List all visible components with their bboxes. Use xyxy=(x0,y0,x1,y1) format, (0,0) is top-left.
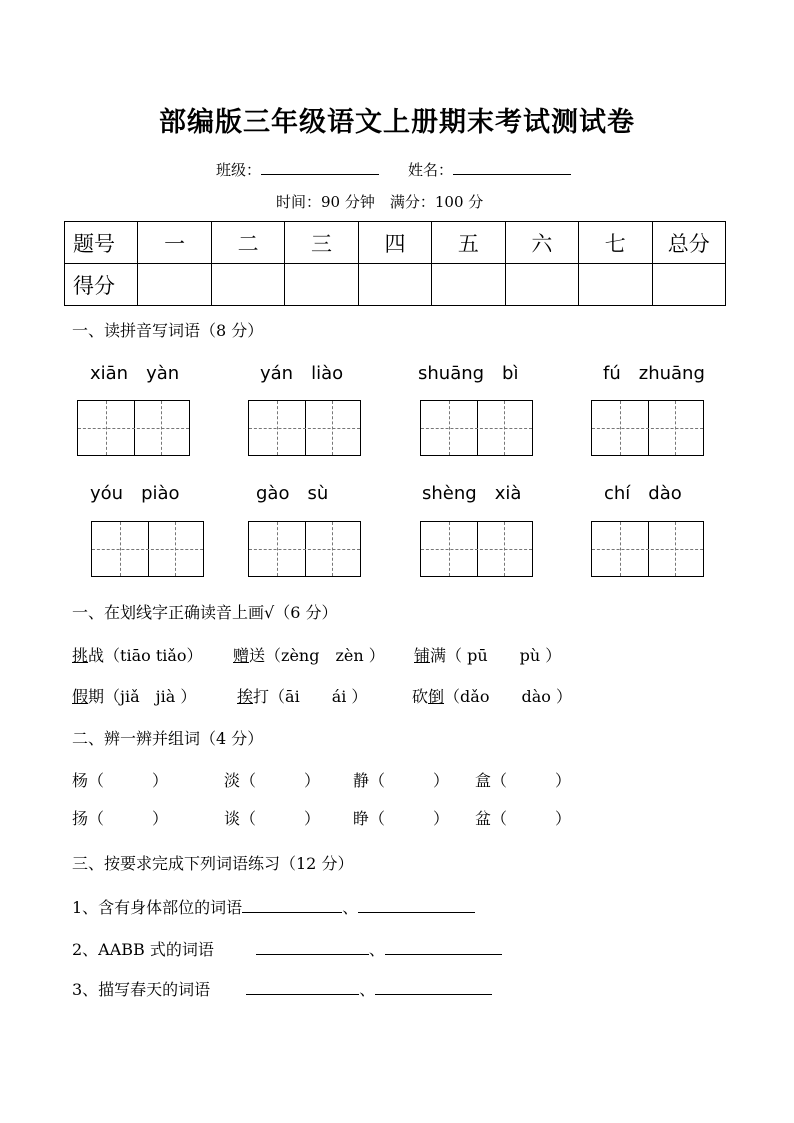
writing-grid[interactable] xyxy=(248,400,361,456)
pinyin-options: （zèng zèn ） xyxy=(265,646,385,665)
word-blank[interactable]: 谈（ ） xyxy=(224,809,321,828)
score-header-cell: 四 xyxy=(358,222,431,264)
underlined-char: 假 xyxy=(72,687,89,706)
score-table-header-row xyxy=(65,222,726,264)
word-char: 打 xyxy=(253,687,270,706)
pinyin-options: （tiāo tiǎo） xyxy=(104,646,203,665)
pinyin-options: （āi ái ） xyxy=(269,687,368,706)
score-cell[interactable] xyxy=(211,264,284,306)
writing-grid[interactable] xyxy=(420,521,533,577)
answer-blank[interactable] xyxy=(385,940,502,955)
pinyin-label: fú zhuāng xyxy=(603,363,705,384)
score-header-cell: 题号 xyxy=(65,222,138,264)
pronunciation-item[interactable] xyxy=(72,643,203,666)
writing-grid[interactable] xyxy=(420,400,533,456)
score-cell[interactable] xyxy=(285,264,358,306)
name-field xyxy=(408,159,571,180)
score-cell[interactable] xyxy=(652,264,726,306)
pinyin-label: chí dào xyxy=(604,483,682,504)
score-header-cell: 三 xyxy=(285,222,358,264)
score-table-score-row xyxy=(65,264,726,306)
answer-blank[interactable] xyxy=(358,898,475,913)
word-char: 送 xyxy=(249,646,266,665)
word-blank[interactable]: 盒（ ） xyxy=(475,771,572,790)
underlined-char: 倒 xyxy=(428,687,445,706)
pinyin-label: shuāng bì xyxy=(418,363,519,384)
pinyin-label: yán liào xyxy=(260,363,344,384)
score-header-cell: 七 xyxy=(579,222,652,264)
pronunciation-item[interactable] xyxy=(233,643,385,666)
section4-heading: 三、按要求完成下列词语练习（12 分） xyxy=(72,854,354,873)
pinyin-options: （ pū pù ） xyxy=(446,646,562,665)
score-header-cell: 五 xyxy=(432,222,505,264)
score-cell[interactable] xyxy=(505,264,578,306)
score-table xyxy=(64,221,726,306)
word-blank[interactable]: 睁（ ） xyxy=(353,809,450,828)
time-info: 时间：90 分钟 满分：100 分 xyxy=(276,193,484,211)
class-blank[interactable] xyxy=(261,160,379,175)
separator: 、 xyxy=(359,980,376,999)
exercise-item xyxy=(72,895,475,918)
separator: 、 xyxy=(342,898,359,917)
word-char: 期 xyxy=(88,687,105,706)
score-header-cell: 总分 xyxy=(652,222,726,264)
answer-blank[interactable] xyxy=(242,898,342,913)
exercise-label: 2、AABB 式的词语 xyxy=(72,940,214,959)
score-cell[interactable] xyxy=(432,264,505,306)
score-header-cell: 二 xyxy=(211,222,284,264)
pronunciation-item[interactable] xyxy=(237,684,367,707)
pinyin-label: shèng xià xyxy=(422,483,522,504)
writing-grid[interactable] xyxy=(591,400,704,456)
underlined-char: 铺 xyxy=(414,646,431,665)
class-field xyxy=(216,159,379,180)
answer-blank[interactable] xyxy=(256,940,369,955)
section3-heading: 二、辨一辨并组词（4 分） xyxy=(72,729,264,748)
word-char: 战 xyxy=(88,646,105,665)
answer-blank[interactable] xyxy=(246,980,359,995)
word-char: 满 xyxy=(430,646,447,665)
pronunciation-item[interactable] xyxy=(412,684,572,707)
pinyin-options: （dǎo dào ） xyxy=(444,687,572,706)
name-label: 姓名： xyxy=(408,161,454,179)
answer-blank[interactable] xyxy=(375,980,492,995)
word-blank[interactable]: 静（ ） xyxy=(353,771,450,790)
writing-grid[interactable] xyxy=(248,521,361,577)
underlined-char: 挨 xyxy=(237,687,254,706)
pronunciation-item[interactable] xyxy=(72,684,196,707)
class-label: 班级： xyxy=(216,161,262,179)
exercise-label: 3、描写春天的词语 xyxy=(72,980,211,999)
name-blank[interactable] xyxy=(453,160,571,175)
underlined-char: 赠 xyxy=(233,646,250,665)
word-blank[interactable]: 盆（ ） xyxy=(475,809,572,828)
score-header-cell: 六 xyxy=(505,222,578,264)
section1-heading: 一、读拼音写词语（8 分） xyxy=(72,321,264,340)
pinyin-label: gào sù xyxy=(256,483,329,504)
underlined-char: 挑 xyxy=(72,646,89,665)
exercise-label: 1、含有身体部位的词语 xyxy=(72,898,243,917)
exercise-item xyxy=(72,977,492,1000)
pinyin-label: xiān yàn xyxy=(90,363,180,384)
score-cell[interactable] xyxy=(358,264,431,306)
writing-grid[interactable] xyxy=(91,521,204,577)
score-cell[interactable] xyxy=(579,264,652,306)
score-row-label: 得分 xyxy=(65,264,138,306)
pronunciation-item[interactable] xyxy=(414,643,561,666)
separator: 、 xyxy=(368,940,385,959)
word-blank[interactable]: 杨（ ） xyxy=(72,771,169,790)
page-title: 部编版三年级语文上册期末考试测试卷 xyxy=(159,107,635,138)
section2-heading: 一、在划线字正确读音上画√（6 分） xyxy=(72,603,338,622)
writing-grid[interactable] xyxy=(77,400,190,456)
word-char: 砍 xyxy=(412,687,429,706)
word-blank[interactable]: 淡（ ） xyxy=(224,771,321,790)
score-header-cell: 一 xyxy=(138,222,211,264)
score-cell[interactable] xyxy=(138,264,211,306)
pinyin-label: yóu piào xyxy=(90,483,180,504)
word-blank[interactable]: 扬（ ） xyxy=(72,809,169,828)
writing-grid[interactable] xyxy=(591,521,704,577)
pinyin-options: （jiǎ jià ） xyxy=(104,687,197,706)
exercise-item xyxy=(72,937,502,960)
